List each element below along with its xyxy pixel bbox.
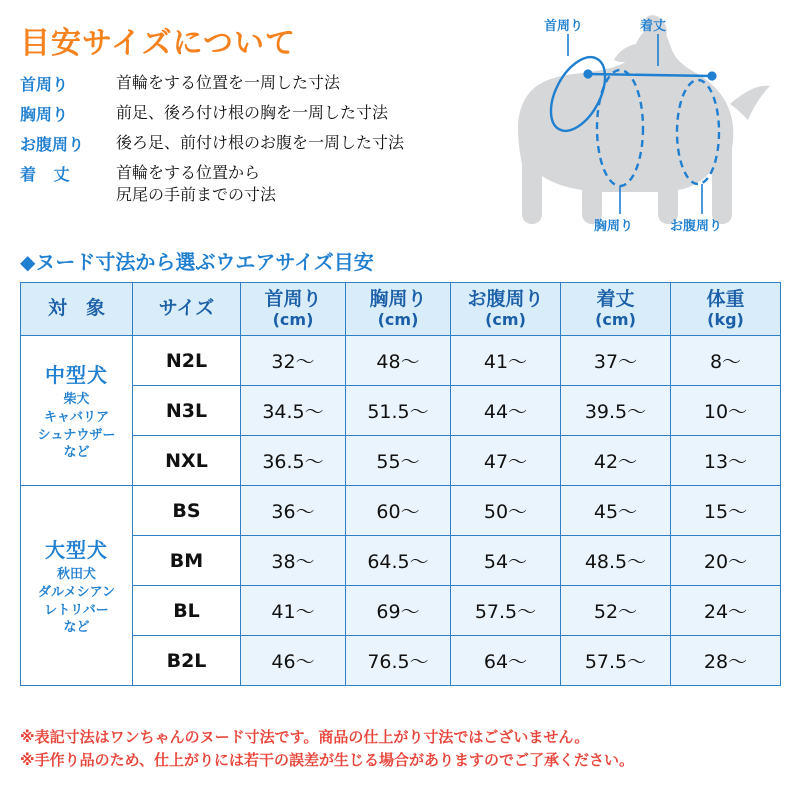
cell-length: 52〜	[561, 586, 671, 636]
page-title: 目安サイズについて	[20, 26, 296, 61]
cell-neck: 41〜	[241, 586, 346, 636]
definition-desc-belly: 後ろ足、前付け根のお腹を一周した寸法	[116, 133, 405, 152]
header-chest	[346, 283, 451, 336]
cell-weight: 24〜	[671, 586, 781, 636]
cell-belly: 54〜	[451, 536, 561, 586]
header-length-unit: (cm)	[595, 309, 636, 329]
header-length-label: 着丈	[596, 287, 635, 310]
table-row	[21, 586, 781, 636]
cell-neck: 32〜	[241, 336, 346, 386]
table-row	[21, 336, 781, 386]
definition-term-neck: 首周り	[20, 75, 69, 94]
cell-weight: 28〜	[671, 636, 781, 686]
cell-size: BL	[133, 586, 241, 636]
dog-illustration	[462, 8, 792, 256]
cell-length: 39.5〜	[561, 386, 671, 436]
definition-row-neck	[20, 72, 480, 95]
category-title-medium: 中型犬	[45, 363, 108, 388]
table-header-row	[21, 283, 781, 336]
header-size	[133, 283, 241, 336]
cell-neck: 36.5〜	[241, 436, 346, 486]
category-cell-medium	[21, 336, 133, 486]
illustration-label-chest: 胸周り	[594, 219, 634, 234]
table-row	[21, 386, 781, 436]
note-1: ※表記寸法はワンちゃんのヌード寸法です。商品の仕上がり寸法ではございません。	[20, 728, 590, 746]
cell-size: BM	[133, 536, 241, 586]
table-row	[21, 636, 781, 686]
header-belly-unit: (cm)	[485, 309, 526, 329]
cell-neck: 36〜	[241, 486, 346, 536]
cell-chest: 55〜	[346, 436, 451, 486]
cell-size: N2L	[133, 336, 241, 386]
table-row	[21, 436, 781, 486]
table-body	[21, 336, 781, 686]
cell-weight: 20〜	[671, 536, 781, 586]
header-chest-label: 胸周り	[369, 287, 427, 310]
header-length	[561, 283, 671, 336]
size-table	[20, 282, 781, 686]
header-neck-label: 首周り	[264, 287, 322, 310]
cell-size: NXL	[133, 436, 241, 486]
footer-notes	[20, 726, 784, 773]
definition-term-belly: お腹周り	[20, 135, 85, 154]
cell-length: 48.5〜	[561, 536, 671, 586]
definition-desc-chest: 前足、後ろ付け根の胸を一周した寸法	[116, 103, 389, 122]
size-table-wrapper	[20, 282, 780, 686]
category-sub-medium: 柴犬 キャバリア シュナウザー など	[37, 392, 116, 461]
header-belly	[451, 283, 561, 336]
illustration-label-belly: お腹周り	[670, 219, 723, 234]
cell-size: N3L	[133, 386, 241, 436]
definition-term-length: 着 丈	[20, 165, 76, 184]
header-target	[21, 283, 133, 336]
dog-silhouette-shape	[518, 15, 770, 224]
header-neck	[241, 283, 346, 336]
cell-neck: 46〜	[241, 636, 346, 686]
header-weight-label: 体重	[706, 287, 745, 310]
cell-neck: 34.5〜	[241, 386, 346, 436]
cell-weight: 8〜	[671, 336, 781, 386]
cell-belly: 47〜	[451, 436, 561, 486]
category-cell-large	[21, 486, 133, 686]
header-size-label: サイズ	[158, 297, 215, 320]
header-belly-label: お腹周り	[467, 287, 544, 310]
cell-length: 45〜	[561, 486, 671, 536]
header-neck-unit: (cm)	[272, 309, 314, 329]
cell-chest: 51.5〜	[346, 386, 451, 436]
definition-desc-neck: 首輪をする位置を一周した寸法	[116, 73, 341, 92]
cell-chest: 69〜	[346, 586, 451, 636]
table-row	[21, 536, 781, 586]
cell-chest: 76.5〜	[346, 636, 451, 686]
illustration-label-length: 着丈	[640, 19, 667, 34]
cell-belly: 57.5〜	[451, 586, 561, 636]
definition-desc-length	[116, 162, 276, 205]
definition-desc-length-line1: 首輪をする位置から	[116, 163, 261, 182]
cell-weight: 13〜	[671, 436, 781, 486]
note-2: ※手作り品のため、仕上がりには若干の誤差が生じる場合がありますのでご了承ください。	[20, 751, 634, 770]
cell-belly: 41〜	[451, 336, 561, 386]
cell-chest: 48〜	[346, 336, 451, 386]
header-chest-unit: (cm)	[377, 309, 419, 329]
cell-belly: 50〜	[451, 486, 561, 536]
cell-belly: 44〜	[451, 386, 561, 436]
header-weight	[671, 283, 781, 336]
cell-length: 42〜	[561, 436, 671, 486]
definition-row-chest	[20, 102, 480, 125]
category-sub-large: 秋田犬 ダルメシアン レトリバー など	[37, 567, 116, 636]
table-row	[21, 486, 781, 536]
definition-row-belly	[20, 132, 480, 155]
category-title-large: 大型犬	[45, 538, 108, 563]
cell-weight: 10〜	[671, 386, 781, 436]
cell-length: 37〜	[561, 336, 671, 386]
cell-size: BS	[133, 486, 241, 536]
illustration-label-neck: 首周り	[544, 19, 584, 34]
cell-neck: 38〜	[241, 536, 346, 586]
cell-belly: 64〜	[451, 636, 561, 686]
section-heading: ◆ヌード寸法から選ぶウエアサイズ目安	[20, 250, 374, 274]
cell-size: B2L	[133, 636, 241, 686]
table-header	[21, 283, 781, 336]
definition-desc-length-line2: 尻尾の手前までの寸法	[116, 184, 277, 204]
header-target-label: 対 象	[47, 297, 105, 320]
cell-chest: 60〜	[346, 486, 451, 536]
header-weight-unit: (kg)	[707, 309, 744, 329]
definition-term-chest: 胸周り	[20, 105, 69, 124]
cell-weight: 15〜	[671, 486, 781, 536]
definition-row-length	[20, 162, 480, 205]
cell-length: 57.5〜	[561, 636, 671, 686]
measurement-definitions	[20, 72, 480, 212]
cell-chest: 64.5〜	[346, 536, 451, 586]
